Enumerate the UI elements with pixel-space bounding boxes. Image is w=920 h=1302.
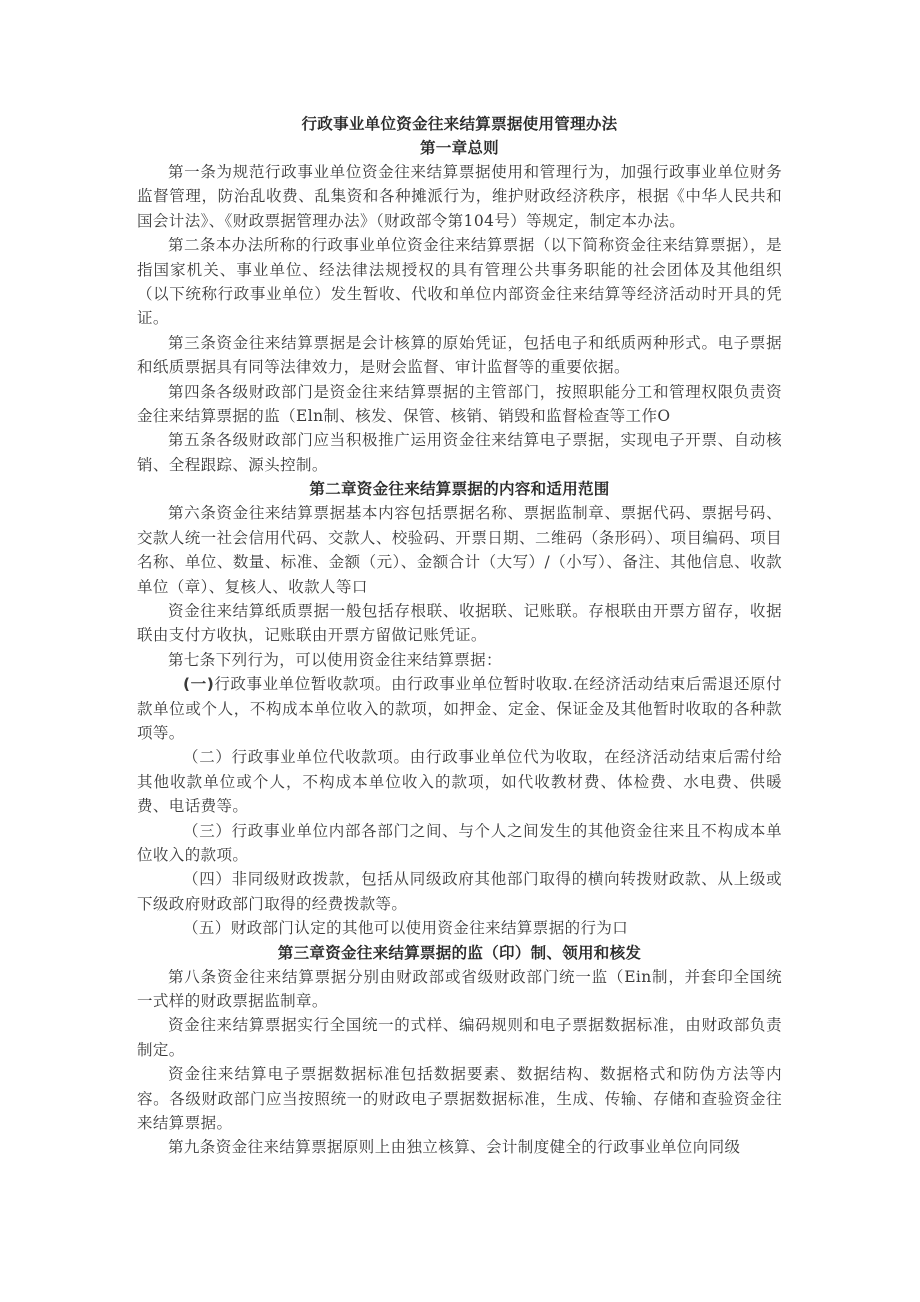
article-6: 第六条资金往来结算票据基本内容包括票据名称、票据监制章、票据代码、票据号码、交款人统一社会信用代码、交款人、校验码、开票日期、二维码（条形码）、项目编码、项目名称、单位、数量、标准、金额（元）、金额合计（大写）/（小写）、备注、其他信息、收款单位（章）、复核人、收款人等口	[137, 504, 782, 596]
chapter-2-heading: 第二章资金往来结算票据的内容和适用范围	[309, 480, 610, 499]
article-8-data-standard: 资金往来结算电子票据数据标准包括数据要素、数据结构、数据格式和防伪方法等内容。各级财政部门应当按照统一的财政电子票据数据标准，生成、传输、存储和查验资金往来结算票据。	[137, 1065, 782, 1133]
article-6-paper-receipt: 资金往来结算纸质票据一般包括存根联、收据联、记账联。存根联由开票方留存，收据联由支付方收执，记账联由开票方留做记账凭证。	[137, 601, 782, 645]
article-3: 第三条资金往来结算票据是会计核算的原始凭证，包括电子和纸质两种形式。电子票据和纸质票据具有同等法律效力，是财会监督、审计监督等的重要依据。	[137, 333, 782, 377]
article-7-item-3: （三）行政事业单位内部各部门之间、与个人之间发生的其他资金往来且不构成本单位收入的款项。	[137, 821, 782, 864]
article-9: 第九条资金往来结算票据原则上由独立核算、会计制度健全的行政事业单位向同级	[168, 1138, 741, 1157]
chapter-3-heading: 第三章资金往来结算票据的监（印）制、领用和核发	[277, 943, 642, 962]
document-page	[137, 112, 782, 1160]
article-7-item-2: （二）行政事业单位代收款项。由行政事业单位代为收取，在经济活动结束后需付给其他收款单位或个人，不构成本单位收入的款项，如代收教材费、体检费、水电费、供暖费、电话费等。	[137, 748, 782, 816]
article-4: 第四条各级财政部门是资金往来结算票据的主管部门，按照职能分工和管理权限负责资金往来结算票据的监（Eln制、核发、保管、核销、销毁和监督检查等工作O	[137, 382, 782, 426]
article-1: 第一条为规范行政事业单位资金往来结算票据使用和管理行为，加强行政事业单位财务监督管理，防治乱收费、乱集资和各种摊派行为，维护财政经济秩序，根据《中华人民共和国会计法》、《财政票据管理办法》（财政部令第104号）等规定，制定本办法。	[137, 163, 782, 230]
document-title: 行政事业单位资金往来结算票据使用管理办法	[301, 115, 618, 133]
article-7: 第七条下列行为，可以使用资金往来结算票据：	[168, 650, 502, 669]
article-7-item-5: （五）财政部门认定的其他可以使用资金往来结算票据的行为口	[183, 919, 629, 938]
article-2: 第二条本办法所称的行政事业单位资金往来结算票据（以下简称资金往来结算票据），是指国家机关、事业单位、经法律法规授权的具有管理公共事务职能的社会团体及其他组织（以下统称行政事业单位）发生暂收、代收和单位内部资金往来结算等经济活动时开具的凭证。	[137, 236, 782, 328]
chapter-1-heading: 第一章总则	[419, 139, 499, 157]
article-5: 第五条各级财政部门应当积极推广运用资金往来结算电子票据，实现电子开票、自动核销、全程跟踪、源头控制。	[137, 431, 782, 474]
item-1-text: 行政事业单位暂收款项。由行政事业单位暂时收取.在经济活动结束后需退还原付款单位或个人，不构成本单位收入的款项，如押金、定金、保证金及其他暂时收取的各种款项等。	[137, 675, 782, 742]
article-7-item-4: （四）非同级财政拨款，包括从同级政府其他部门取得的横向转拨财政款、从上级或下级政府财政部门取得的经费拨款等。	[137, 870, 782, 913]
article-7-item-1	[137, 672, 782, 745]
article-8-format: 资金往来结算票据实行全国统一的式样、编码规则和电子票据数据标准，由财政部负责制定。	[137, 1016, 782, 1059]
article-8: 第八条资金往来结算票据分别由财政部或省级财政部门统一监（Ein制，并套印全国统一式样的财政票据监制章。	[137, 967, 782, 1010]
item-1-mark: (一)	[183, 675, 215, 694]
